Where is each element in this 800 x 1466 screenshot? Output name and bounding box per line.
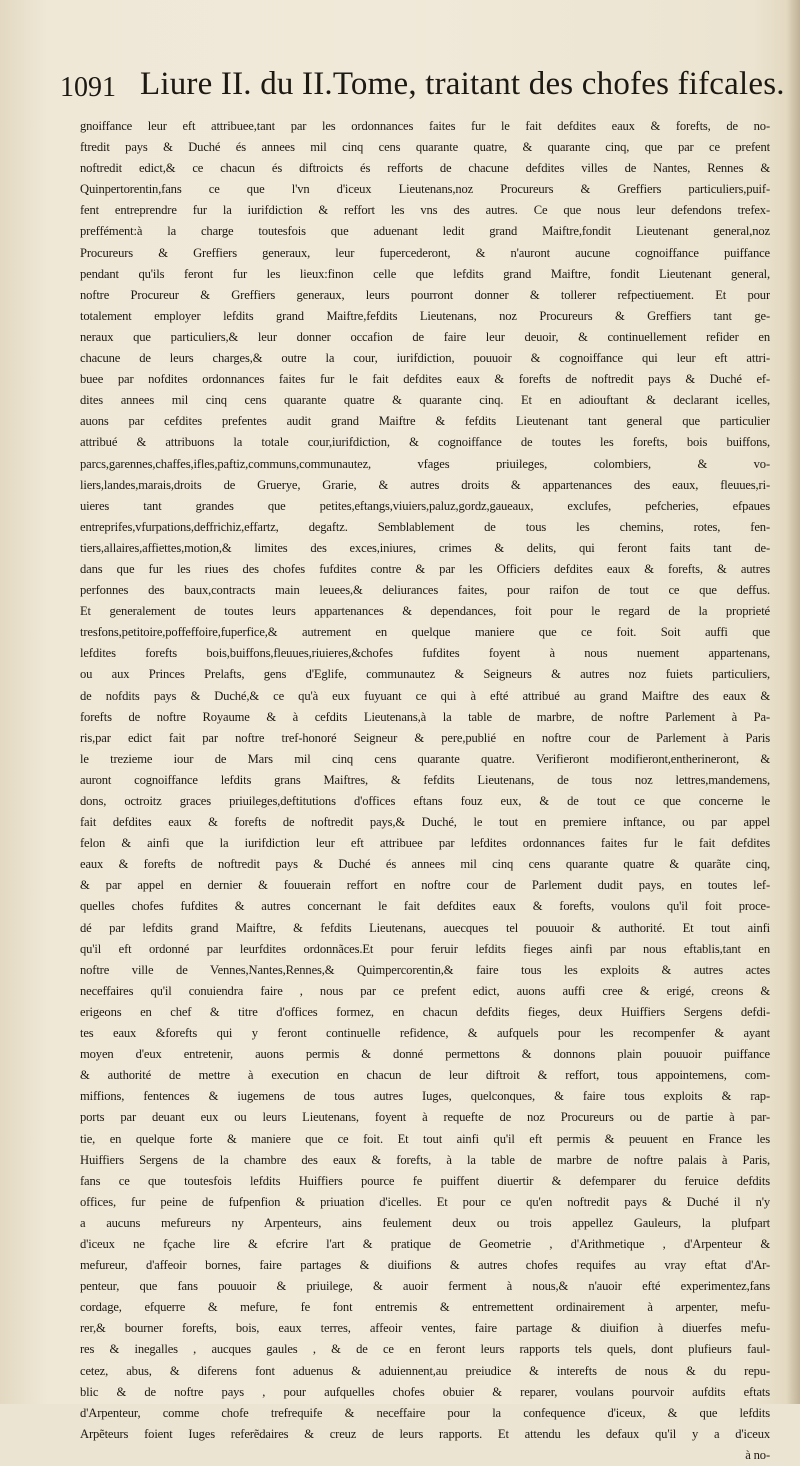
text-line: res & inegalles , aucques gaules , & de ce en feront leurs rapports tels quels, dont plufieurs faul- (80, 1342, 770, 1357)
text-line: fent entreprendre fur la iurifdiction & reffort les vns des autres. Ce que nous leur defendons trefex- (80, 203, 770, 218)
text-line: & authorité de mettre à execution en chacun de leur diftroit & reffort, tous appointemens, com- (80, 1068, 770, 1083)
text-line: totalement employer lefdits grand Maiftre,fefdits Lieutenans, noz Procureurs & Greffiers tant ge- (80, 308, 770, 323)
text-line: erigeons en chef & titre d'offices formez, en chacun defdits fieges, deux Huiffiers Sergens defdi- (80, 1004, 770, 1019)
text-line: Et generalement de toutes leurs appartenances & dependances, foit pour le regard de la proprieté (80, 604, 770, 619)
text-line: rer,& bourner forefts, bois, eaux terres, affeoir ventes, faire partage & diuifion à diuerfes mefu- (80, 1321, 770, 1336)
text-line: cetez, abus, & diferens font aduenus & aduiennent,au preiudice & interefts de nous & du repu- (80, 1363, 770, 1378)
text-line: quelles chofes fufdites & autres concernant le fait defdites eaux & forefts, voulons qu'il foit proce- (80, 899, 770, 914)
text-line: gnoiffance leur eft attribuee,tant par les ordonnances faites fur le fait defdites eaux & forefts, de no- (80, 119, 770, 133)
text-line: & par appel en dernier & fouuerain reffort en noftre cour de Parlement dudit pays, en toutes lef- (80, 878, 770, 893)
text-line: d'iceux ne fçache lire & efcrire l'art & pratique de Geometrie , d'Arithmetique , d'Arpenteur & (80, 1236, 770, 1251)
text-line: offices, fur peine de fufpenfion & priuation d'icelles. Et pour ce qu'en noftredit pays & Duché il n'y (80, 1194, 770, 1209)
text-line: dans que fur les riues des chofes fufdites contre & par les Officiers defdites eaux & forefts, & autres (80, 561, 770, 576)
page-number: 1091 (60, 72, 116, 103)
text-line: noftredit edict,& ce chacun és diftroicts és refforts de chacune defdites villes de Nantes, Rennes & (80, 161, 770, 176)
text-line: perfonnes des baux,contracts main leuees,& deliurances faites, pour raifon de tout ce que deffus. (80, 583, 770, 598)
text-line: preffément:à la charge toutesfois que aduenant ledit grand Maiftre,fondit Lieutenant general,noz (80, 224, 770, 239)
text-line: Quinpertorentin,fans ce que l'vn d'iceux Lieutenans,noz Procureurs & Greffiers particuliers,puif- (80, 182, 770, 197)
text-line: ports par deuant eux ou leurs Lieutenans, foyent à requefte de noz Procureurs ou de partie à par- (80, 1110, 770, 1125)
running-head: Liure II. du II.Tome, traitant des chofes fifcales. (140, 66, 785, 102)
text-line: blic & de noftre pays , pour aufquelles chofes obuier & reparer, voulans pourvoir aufdits eftats (80, 1384, 770, 1399)
text-line: de nofdits pays & Duché,& ce qu'à eux fuyuant ce qui à efté attribué au grand Maiftre des eaux & (80, 688, 770, 703)
text-line: dé par lefdits grand Maiftre, & fefdits Lieutenans, auecques tel pouuoir & authorité. Et tout ainfi (80, 920, 770, 935)
text-line: Arpẽteurs foient Iuges referẽdaires & creuz de leurs rapports. Et attendu les defaux qu'il y a d'iceux (80, 1426, 770, 1441)
text-line: Procureurs & Greffiers generaux, leur fupercederont, & n'auront aucune cognoiffance puiffance (80, 245, 770, 260)
text-line: chacune de leurs charges,& outre la cour, iurifdiction, pouuoir & cognoiffance qui leur eft attri- (80, 351, 770, 366)
text-line: tie, en quelque forte & maniere que ce foit. Et tout ainfi qu'il eft permis & peuuent en France les (80, 1131, 770, 1146)
text-line: ou aux Princes Prelafts, gens d'Eglife, communautez & Seigneurs & autres noz fuiets particuliers, (80, 667, 770, 682)
text-line: miffions, fentences & iugemens de tous autres Iuges, quelconques, & faire tous exploits & rap- (80, 1089, 770, 1104)
text-line: dites annees mil cinq cens quarante quatre & quarante cinq. Et en adiouftant & declarant icelles, (80, 393, 770, 408)
text-line: ris,par edict fait par noftre tref-honoré Seigneur & pere,publié en noftre cour de Parlement à Paris (80, 730, 770, 745)
text-line: pendant qu'ils feront fur les lieux:finon celle que lefdits grand Maiftre, fondit Lieutenant general, (80, 266, 770, 281)
text-line: qu'il eft ordonné par leurfdites ordonnãces.Et pour feruir lefdits fieges ainfi par nous eftablis,tant en (80, 941, 770, 956)
text-line: eaux & forefts de noftredit pays & Duché és annees mil cinq cens quarante quatre & quarãte cinq, (80, 857, 770, 872)
text-line: ftredit pays & Duché és annees mil cinq cens quarante quatre, & quarante cinq, que par ce prefent (80, 140, 770, 155)
text-line: neraux que particuliers,& leur donner occafion de faire leur deuoir, & continuellement refider en (80, 329, 770, 344)
text-line: entreprifes,vfurpations,deffrichiz,effartz, degaftz. Semblablement de tous les chemins, rotes, fen- (80, 519, 770, 534)
text-line: tiers,allaires,affiettes,motion,& limites des exces,iniures, crimes & delits, qui feront faits tant de- (80, 540, 770, 555)
text-line: tes eaux &forefts qui y feront continuelle refidence, & aufquels pour les recompenfer & ayant (80, 1026, 770, 1041)
text-line: forefts de noftre Royaume & à cefdits Lieutenans,à la table de marbre, de noftre Parlement à Pa- (80, 709, 770, 724)
text-line: attribué & attribuons la totale cour,iurifdiction, & cognoiffance de toutes les forefts, bois buiffons, (80, 435, 770, 450)
text-line: cordage, efquerre & mefure, fe font entremis & entremettent ordinairement à arpenter, mefu- (80, 1300, 770, 1315)
text-line: fait defdites eaux & forefts de noftredit pays,& Duché, le tout en premiere inftance, ou par appel (80, 815, 770, 830)
text-line: Huiffiers Sergens de la chambre des eaux & forefts, à la table de marbre de noftre palais à Paris, (80, 1152, 770, 1167)
text-line: parcs,garennes,chaffes,ifles,paftiz,communs,communautez, vfages priuileges, colombiers, & vo- (80, 456, 770, 471)
text-line: buee par nofdites ordonnances faites fur le fait defdites eaux & forefts de noftredit pays & Duché ef- (80, 372, 770, 387)
page-header (60, 66, 785, 110)
text-line: noftre ville de Vennes,Nantes,Rennes,& Quimpercorentin,& faire tous les exploits & autres actes (80, 962, 770, 977)
text-line: felon & ainfi que la iurifdiction leur eft attribuee par lefdites ordonnances faites fur le fait defdites (80, 836, 770, 851)
text-line: liers,landes,marais,droits de Gruerye, Grarie, & autres droits & appartenances des eaux, fleuues,ri- (80, 477, 770, 492)
text-line: a aucuns mefureurs ny Arpenteurs, ains feulement deux ou trois appellez Gauleurs, la plufpart (80, 1215, 770, 1230)
text-line: neceffaires qu'il conuiendra faire , nous par ce prefent edict, auons auffi cree & erigé, creons & (80, 983, 770, 998)
text-line: tresfons,petitoire,poffeffoire,fuperfice,& autrement en quelque maniere que ce foit. Soit auffi que (80, 625, 770, 640)
text-line: lefdites forefts bois,buiffons,fleuues,riuieres,&chofes fufdites foyent à nous nuement appartenans, (80, 646, 770, 661)
text-line: mefureur, d'affeoir bornes, faire partages & diuifions & autres chofes requifes au vray eftat d'Ar- (80, 1258, 770, 1273)
text-line: dons, octroitz graces priuileges,deftitutions d'offices eftans fouz eux, & de tout ce que concerne le (80, 794, 770, 808)
text-line: auront cognoiffance lefdits grans Maiftres, & fefdits Lieutenans, de tous noz lettres,mandemens, (80, 772, 770, 787)
body-text (80, 116, 770, 1466)
text-line: uieres tant grandes que petites,eftangs,viuiers,paluz,gordz,gaueaux, exclufes, pefcheries, efpaues (80, 498, 770, 513)
page-edge-shadow (786, 0, 800, 1404)
text-line: fans ce que toutesfois lefdits Huiffiers pource fe puiffent diuertir & defemparer du feruice defdits (80, 1173, 770, 1188)
text-line: moyen d'eux entretenir, auons permis & donné permettons & donnons plain pouuoir puiffance (80, 1047, 770, 1062)
text-line: auons par cefdites prefentes audit grand Maiftre & fefdits Lieutenant tant general que particulier (80, 414, 770, 429)
text-line: penteur, que fans pouuoir & priuilege, & auoir ferment à nous,& n'auoir efté experimentez,fans (80, 1279, 770, 1294)
text-line: noftre Procureur & Greffiers generaux, leurs pourront donner & tollerer refpectiuement. Et pour (80, 287, 770, 302)
text-line: d'Arpenteur, comme chofe trefrequife & neceffaire pour la confequence d'iceux, & que lefdits (80, 1405, 770, 1420)
text-line: le trezieme iour de Mars mil cinq cens quarante quatre. Verifieront modifieront,entherineront, & (80, 751, 770, 766)
text-line: à no- (745, 1447, 770, 1462)
